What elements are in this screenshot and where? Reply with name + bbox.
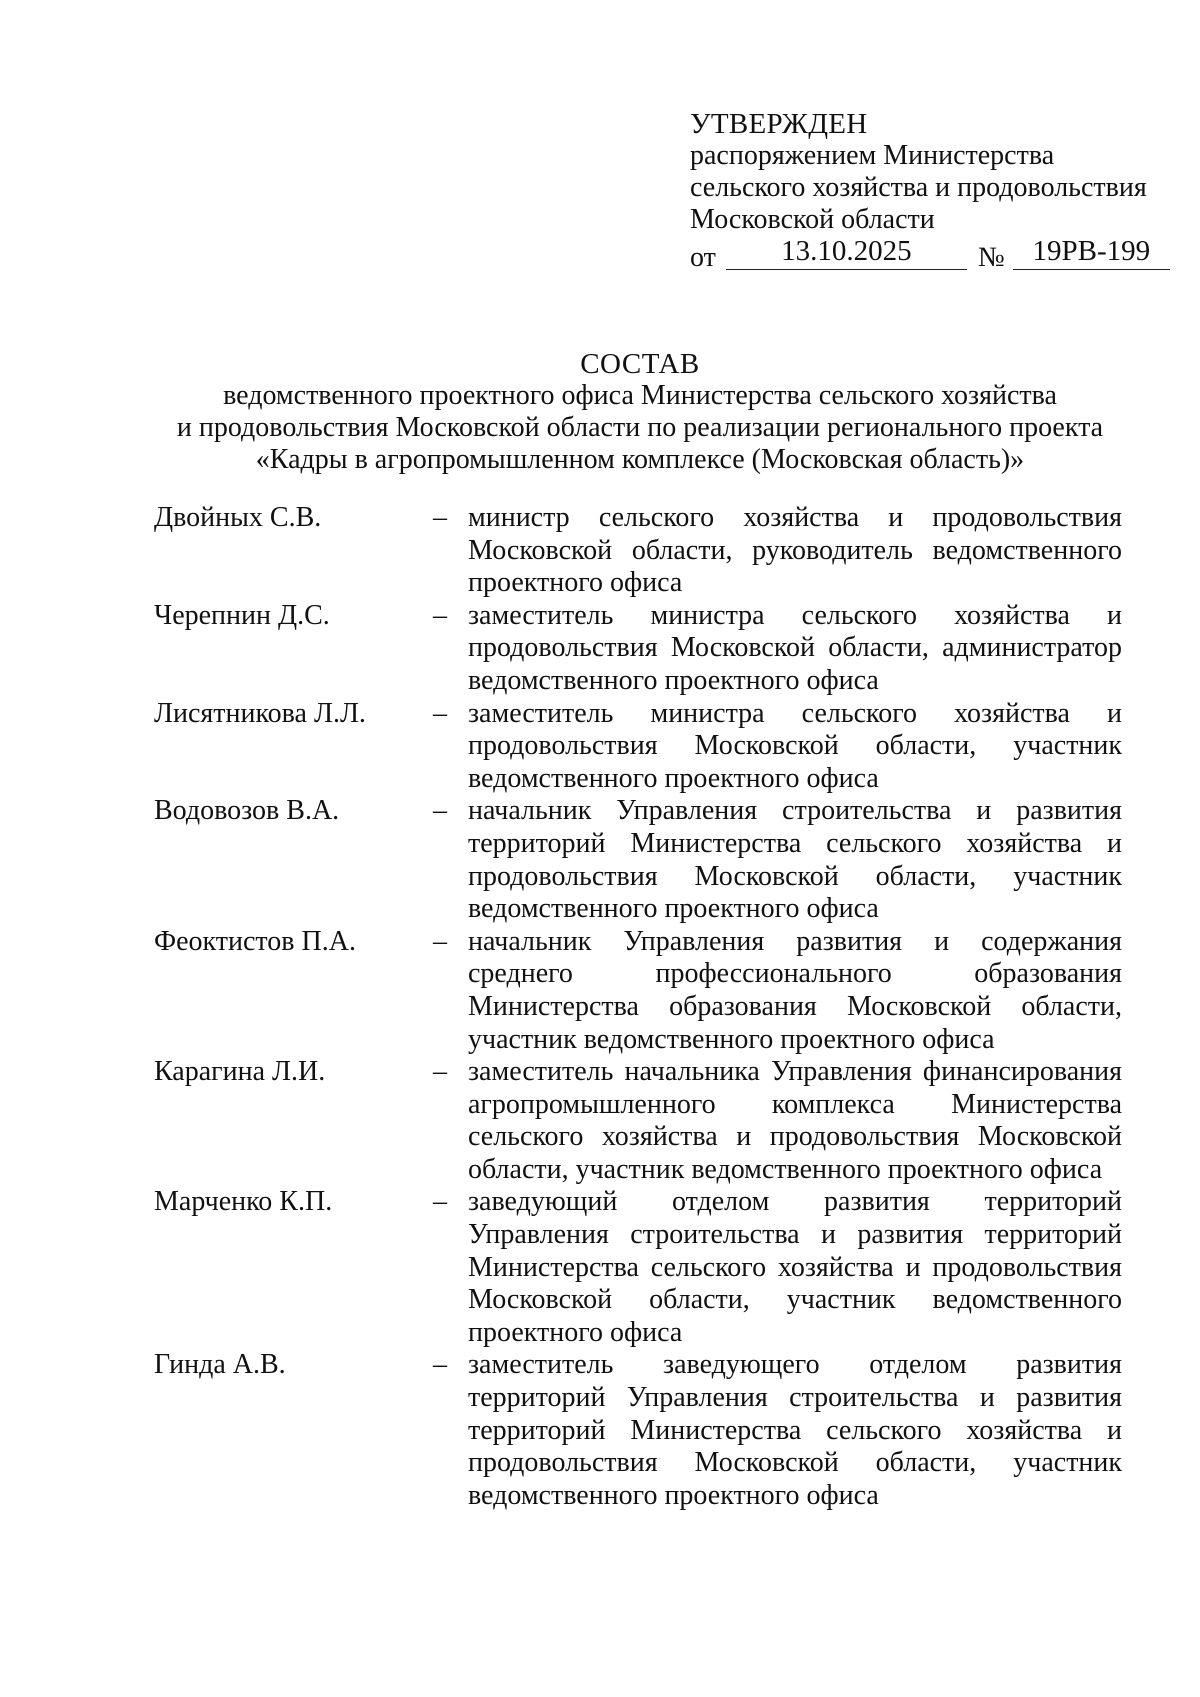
member-row <box>154 1056 1122 1186</box>
member-name: Черепнин Д.С. <box>154 599 330 631</box>
from-label: от <box>690 242 716 273</box>
member-name: Двойных С.В. <box>154 502 322 533</box>
members-list <box>154 502 1122 1512</box>
member-role: заместитель начальника Управления финансирования агропромышленного комплекса Министерства сельского хозяйства и продовольствия Московской области, участник ведомственного проектного офиса <box>468 1056 1122 1185</box>
approval-title: УТВЕРЖДЕН <box>690 108 868 140</box>
member-dash: – <box>433 795 447 827</box>
document-heading <box>150 348 1130 476</box>
document-subtitle-line: «Кадры в агропромышленном комплексе (Московская область)» <box>255 444 1025 475</box>
member-row <box>154 795 1122 925</box>
approval-line: распоряжением Министерства <box>690 140 1055 171</box>
number-label: № <box>977 242 1005 273</box>
member-name: Марченко К.П. <box>154 1186 333 1218</box>
member-row <box>154 600 1122 698</box>
order-date-number-line <box>690 234 1170 274</box>
document-subtitle-line: ведомственного проектного офиса Министерства сельского хозяйства <box>223 380 1057 411</box>
member-name: Водовозов В.А. <box>154 795 340 827</box>
approval-line: Московской области <box>690 204 935 235</box>
member-role: начальник Управления строительства и развития территорий Министерства сельского хозяйства и продовольствия Московской области, участник ведомственного проектного офиса <box>468 795 1122 925</box>
approval-block <box>690 108 1170 274</box>
approval-line: сельского хозяйства и продовольствия <box>690 172 1147 203</box>
member-role: заместитель министра сельского хозяйства и продовольствия Московской области, участник ведомственного проектного офиса <box>468 697 1122 794</box>
member-row <box>154 1349 1122 1512</box>
member-name: Феоктистов П.А. <box>154 925 356 957</box>
order-date: 13.10.2025 <box>726 235 967 270</box>
member-role: начальник Управления развития и содержания среднего профессионального образования Министерства образования Московской области, участник ведомственного проектного офиса <box>468 925 1122 1055</box>
member-role: министр сельского хозяйства и продовольствия Московской области, руководитель ведомственного проектного офиса <box>468 502 1122 599</box>
member-dash: – <box>433 925 447 957</box>
member-dash: – <box>433 599 447 631</box>
member-dash: – <box>433 1056 447 1088</box>
document-subtitle-line: и продовольствия Московской области по реализации регионального проекта <box>176 412 1104 443</box>
member-role: заместитель заведующего отделом развития территорий Управления строительства и развития территорий Министерства сельского хозяйства и продовольствия Московской области, участник ведомственного проектного офиса <box>468 1349 1122 1511</box>
member-name: Лисятникова Л.Л. <box>154 697 366 729</box>
member-dash: – <box>433 1186 447 1218</box>
member-name: Гинда А.В. <box>154 1349 286 1381</box>
member-role: заведующий отделом развития территорий Управления строительства и развития территорий Министерства сельского хозяйства и продовольствия Московской области, участник ведомственного проектного офиса <box>468 1186 1122 1348</box>
member-row <box>154 502 1122 600</box>
member-name: Карагина Л.И. <box>154 1056 326 1088</box>
member-row <box>154 926 1122 1056</box>
document-title: СОСТАВ <box>580 348 700 380</box>
member-dash: – <box>433 697 447 729</box>
order-number: 19РВ-199 <box>1013 235 1170 270</box>
member-dash: – <box>433 502 447 533</box>
member-role: заместитель министра сельского хозяйства и продовольствия Московской области, администратор ведомственного проектного офиса <box>468 599 1122 696</box>
member-dash: – <box>433 1349 447 1381</box>
member-row <box>154 1186 1122 1349</box>
member-row <box>154 698 1122 796</box>
